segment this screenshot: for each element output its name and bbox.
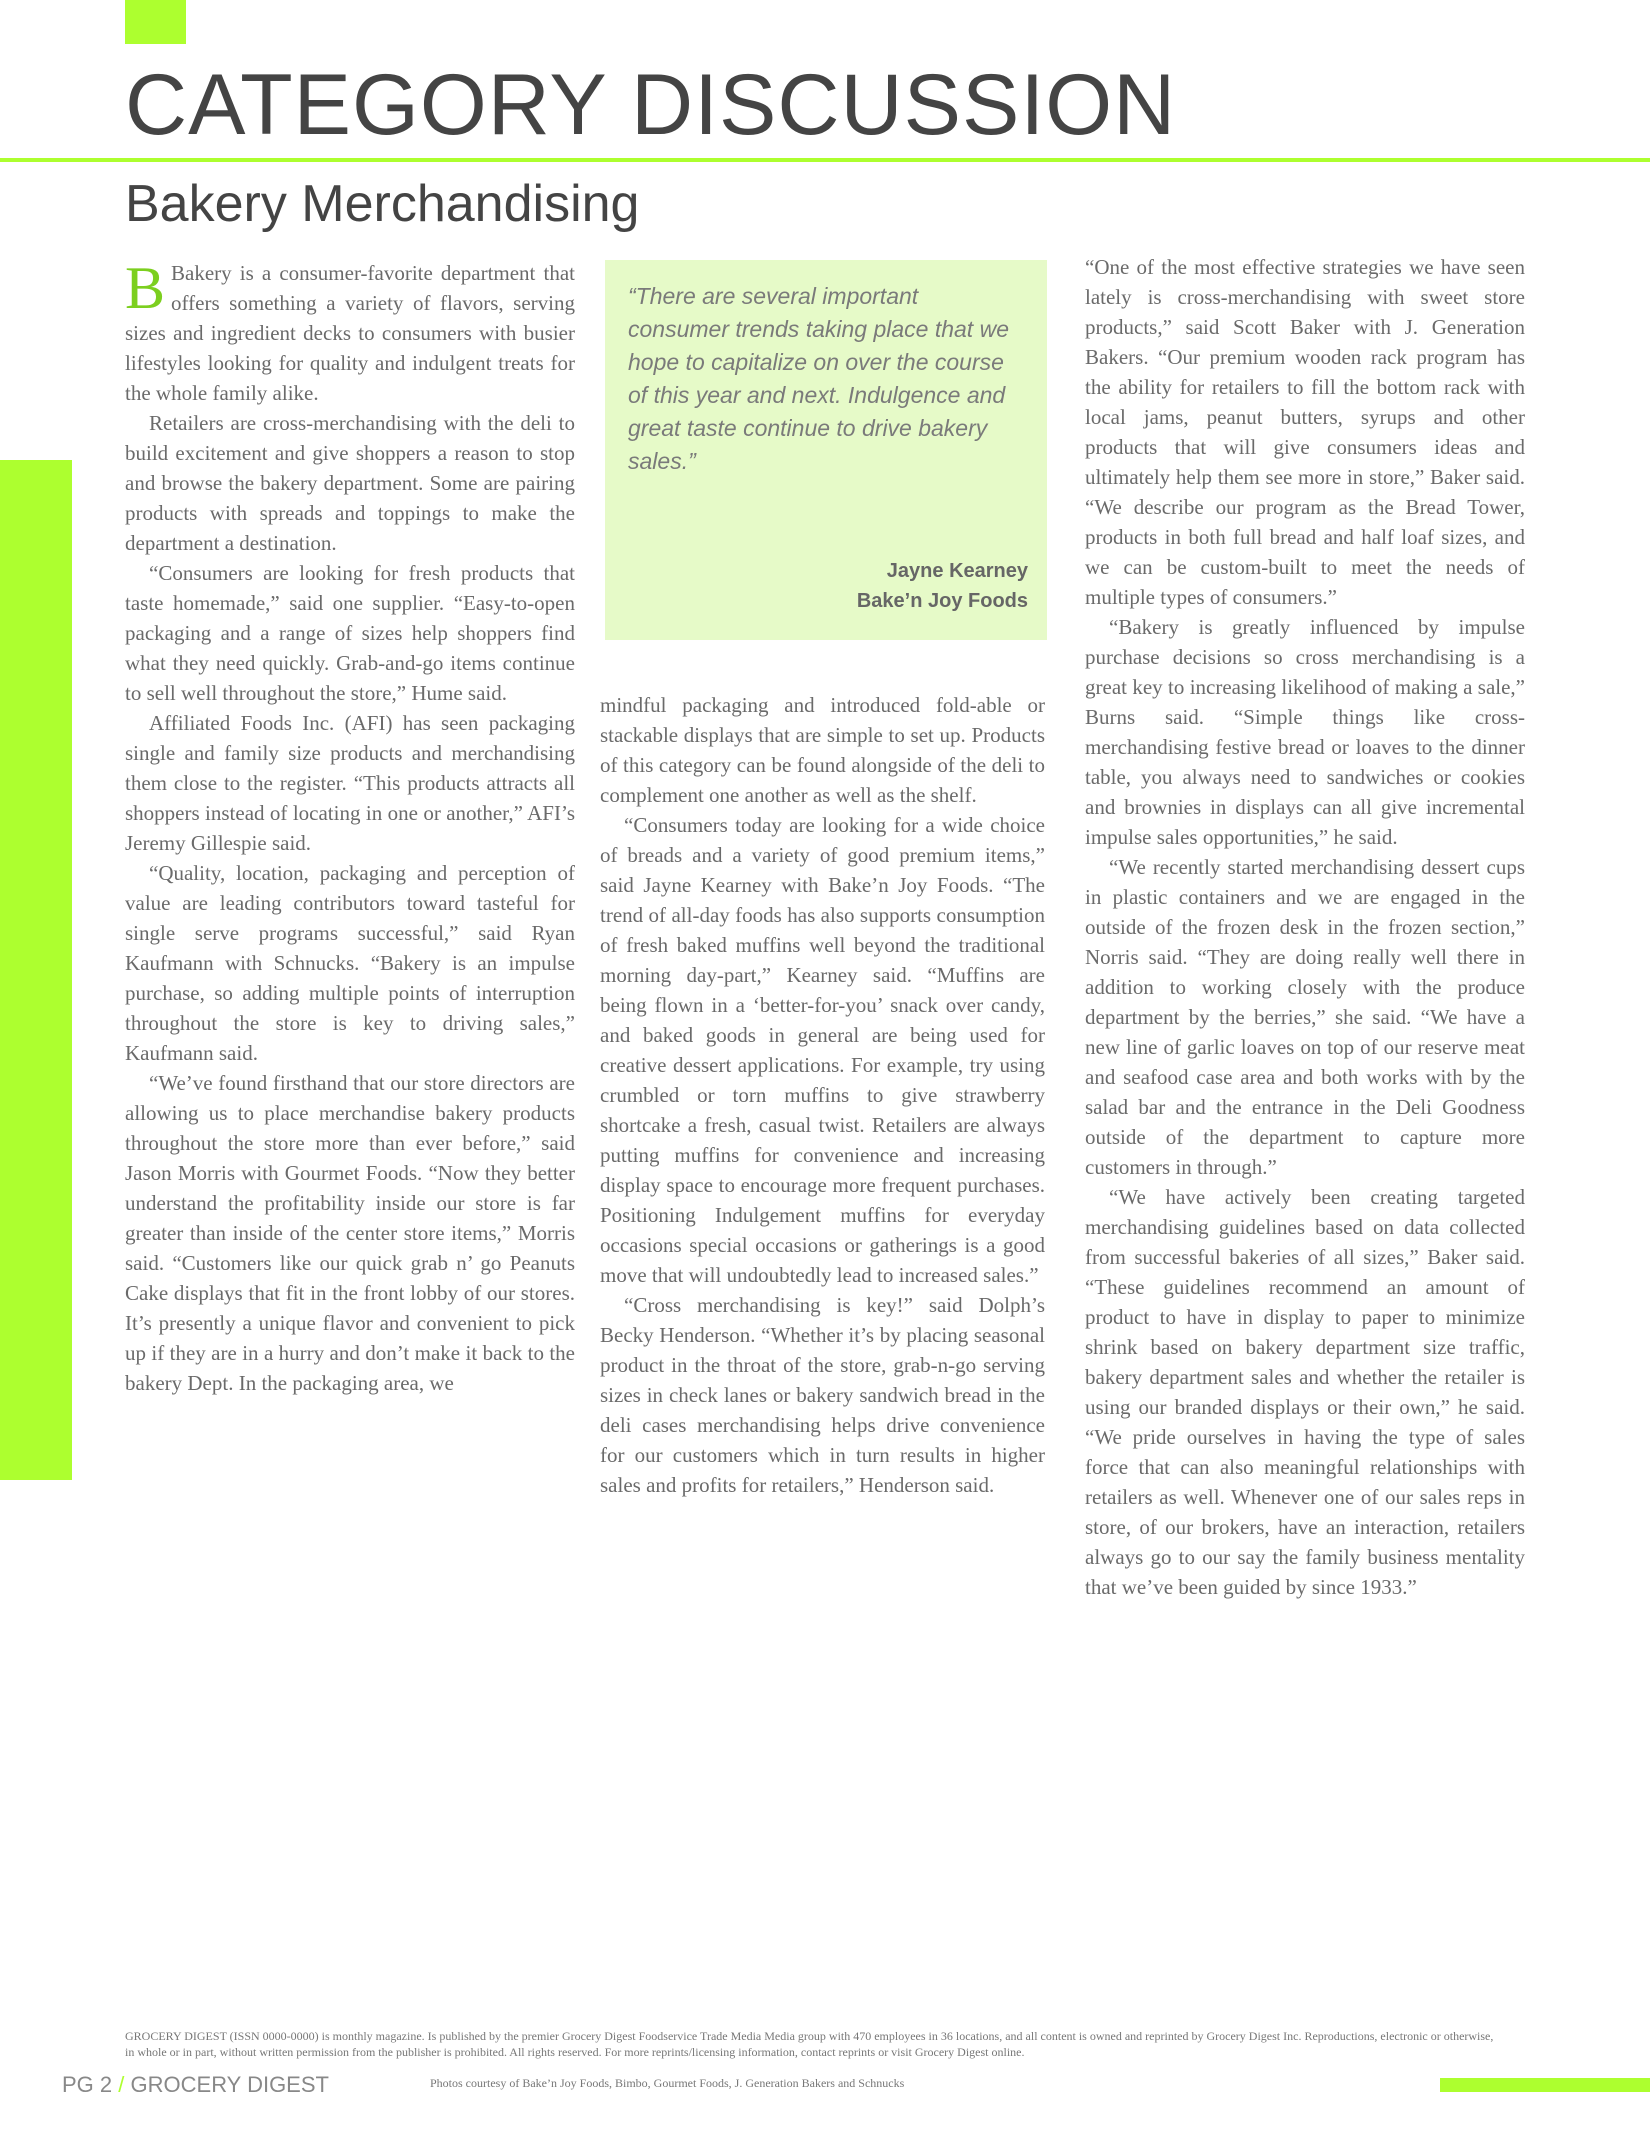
paragraph: Affiliated Foods Inc. (AFI) has seen packaging single and family size products and merchandising them close to the register. “This products attracts all shoppers instead of locating in one or another,” AFI’s Jeremy Gillespie said. [125, 711, 575, 855]
drop-cap: B [125, 255, 166, 321]
footer-photo-credit: Photos courtesy of Bake’n Joy Foods, Bimbo, Gourmet Foods, J. Generation Bakers and Schnucks [430, 2076, 905, 2090]
pullquote-attribution-company: Bake’n Joy Foods [856, 590, 1028, 612]
pullquote-attribution-name: Jayne Kearney [886, 560, 1028, 582]
folio-page: PG 2 [62, 2072, 113, 2097]
article-column-1 [125, 255, 575, 1398]
top-accent-tab [125, 0, 186, 44]
article-column-3 [1085, 252, 1525, 1602]
category-title: CATEGORY DISCUSSION [125, 57, 1177, 153]
pullquote-text: “There are several important consumer trends taking place that we hope to capitalize on over the course of this year and next. Indulgence and great taste continue to drive bakery sales.” [628, 283, 1009, 474]
title-rule [0, 158, 1650, 162]
paragraph: Retailers are cross-merchandising with the deli to build excitement and give shoppers a reason to stop and browse the bakery department. Some are pairing products with spreads and toppings to make the department a destination. [125, 411, 575, 555]
article-column-2 [600, 690, 1045, 1500]
article-title: Bakery Merchandising [125, 175, 640, 233]
paragraph: “We’ve found firsthand that our store directors are allowing us to place merchandise bakery products throughout the store more than ever before,” said Jason Morris with Gourmet Foods. “Now they better understand the profitability inside our store is far greater than inside of the center store items,” Morris said. “Customers like our quick grab n’ go Peanuts Cake displays that fit in the front lobby of our stores. It’s presently a unique flavor and convenient to pick up if they are in a hurry and don’t make it back to the bakery Dept. In the packaging area, we [125, 1071, 575, 1395]
footer-folio [62, 2072, 329, 2098]
paragraph: “We recently started merchandising dessert cups in plastic containers and we are engaged in the outside of the frozen desk in the frozen section,” Norris said. “They are doing really well there in addition to working closely with the produce department by the berries,” she said. “We have a new line of garlic loaves on top of our reserve meat and seafood case area and both works with by the salad bar and the entrance in the Deli Goodness outside of the department to capture more customers in through.” [1085, 855, 1525, 1179]
left-accent-bar [0, 460, 72, 1480]
folio-separator: / [118, 2072, 125, 2097]
paragraph-text: Bakery is a consumer-favorite department that offers something a variety of flavors, serving sizes and ingredient decks to consumers with busier lifestyles looking for quality and indulgent treats for the whole family alike. [125, 261, 575, 405]
paragraph: “We have actively been creating targeted merchandising guidelines based on data collected from successful bakeries of all sizes,” Baker said. “These guidelines recommend an amount of product to have in display to paper to minimize shrink based on bakery department size traffic, bakery department sales and whether the retailer is using our branded displays or their own,” he said. “We pride ourselves in having the type of sales force that can also meaningful relationships with retailers as well. Whenever one of our sales reps in store, of our brokers, have an interaction, retailers always go to our say the family business mentality that we’ve been guided by since 1933.” [1085, 1185, 1525, 1599]
paragraph: “Consumers are looking for fresh products that taste homemade,” said one supplier. “Easy-to-open packaging and a range of sizes help shoppers find what they need quickly. Grab-and-go items continue to sell well throughout the store,” Hume said. [125, 561, 575, 705]
paragraph: “Bakery is greatly influenced by impulse purchase decisions so cross merchandising is a great key to increasing likelihood of making a sale,” Burns said. “Simple things like cross-merchandising festive bread or loaves to the dinner table, you always need to sandwiches or cookies and brownies in displays can all give incremental impulse sales opportunities,” he said. [1085, 615, 1525, 849]
folio-publication: GROCERY DIGEST [130, 2072, 329, 2097]
footer-legal-notice: GROCERY DIGEST (ISSN 0000-0000) is monthly magazine. Is published by the premier Grocery Digest Foodservice Trade Media Media group with 470 employees in 36 locations, and all content is owned and reprinted by Grocery Digest Inc. Reproductions, electronic or otherwise, in whole or in part, without written permission from the publisher is prohibited. All rights reserved. For more reprints/licensing information, contact reprints or visit Grocery Digest online. [125, 2029, 1494, 2059]
paragraph: “Consumers today are looking for a wide choice of breads and a variety of good premium items,” said Jayne Kearney with Bake’n Joy Foods. “The trend of all-day foods has also supports consumption of fresh baked muffins well beyond the traditional morning day-part,” Kearney said. “Muffins are being flown in a ‘better-for-you’ snack over candy, and baked goods in general are being used for creative dessert applications. For example, try using crumbled or torn muffins to give strawberry shortcake a fresh, casual twist. Retailers are always putting muffins for convenience and increasing display space to encourage more frequent purchases. Positioning Indulgement muffins for everyday occasions special occasions or gatherings is a good move that will undoubtedly lead to increased sales.” [600, 813, 1045, 1287]
paragraph: “One of the most effective strategies we have seen lately is cross-merchandising with sweet store products,” said Scott Baker with J. Generation Bakers. “Our premium wooden rack program has the ability for retailers to fill the bottom rack with local jams, peanut butters, syrups and other products that will give consumers ideas and ultimately help them see more in store,” Baker said. “We describe our program as the Bread Tower, products in both full bread and half loaf sizes, and we can be custom-built to meet the needs of multiple types of consumers.” [1085, 255, 1525, 609]
paragraph: “Quality, location, packaging and perception of value are leading contributors toward tasteful for single serve programs successful,” said Ryan Kaufmann with Schnucks. “Bakery is an impulse purchase, so adding multiple points of interruption throughout the store is key to driving sales,” Kaufmann said. [125, 861, 575, 1065]
paragraph: “Cross merchandising is key!” said Dolph’s Becky Henderson. “Whether it’s by placing seasonal product in the throat of the store, grab-n-go serving sizes in check lanes or bakery sandwich bread in the deli cases merchandising helps drive convenience for our customers which in turn results in higher sales and profits for retailers,” Henderson said. [600, 1293, 1045, 1497]
footer-accent-bar [1440, 2078, 1650, 2092]
paragraph [125, 255, 575, 408]
paragraph: mindful packaging and introduced fold-able or stackable displays that are simple to set up. Products of this category can be found alongside of the deli to complement one another as well as the shelf. [600, 693, 1045, 807]
